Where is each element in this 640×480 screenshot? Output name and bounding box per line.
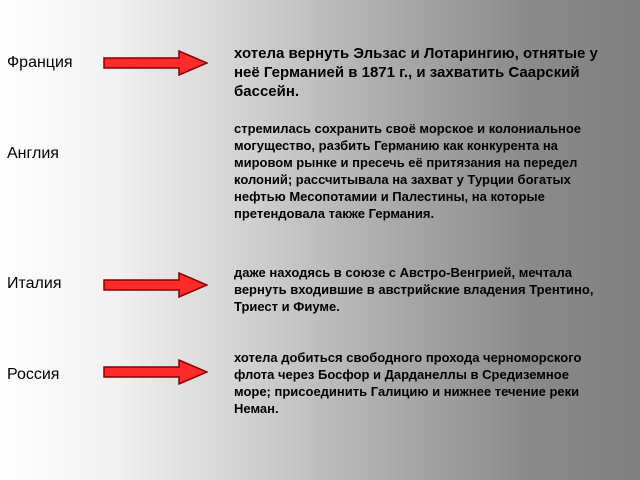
description-france: хотела вернуть Эльзас и Лотарингию, отнятые у неё Германией в 1871 г., и захватить Саарский бассейн. — [234, 45, 598, 100]
description-england: стремилась сохранить своё морское и колониальное могущество, разбить Германию как конкурента на мировом рынке и пресечь её притязания на передел колоний; рассчитывала на захват у Турции богатых нефтью Месопотамии и Палестины, на которые претендовала также Германия. — [234, 121, 582, 221]
arrow-right-icon — [103, 50, 208, 76]
country-label-england: Англия — [7, 145, 59, 162]
arrow-right-icon — [103, 359, 208, 385]
country-label-italy: Италия — [7, 275, 62, 292]
description-italy: даже находясь в союзе с Австро-Венгрией, мечтала вернуть входившие в австрийские владения Трентино, Триест и Фиуме. — [234, 265, 594, 314]
country-label-russia: Россия — [7, 366, 60, 383]
description-russia: хотела добиться свободного прохода черноморского флота через Босфор и Дарданеллы в Средиземное море; присоединить Галицию и нижнее течение реки Неман. — [234, 350, 582, 416]
arrow-right-icon — [103, 272, 208, 298]
country-label-france: Франция — [7, 54, 73, 71]
